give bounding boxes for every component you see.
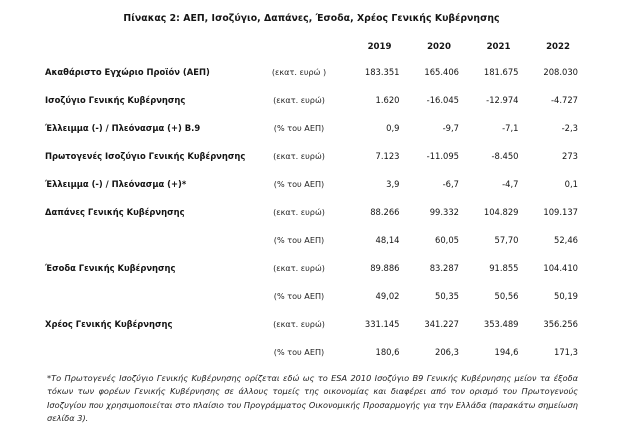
row-unit: (εκατ. ευρώ) [273, 207, 325, 217]
cell-2021: 50,56 [494, 291, 519, 301]
header-unit-column [258, 36, 340, 58]
cell-2021: -8.450 [491, 151, 519, 161]
header-year-2022: 2022 [546, 42, 570, 52]
row-unit: (% του ΑΕΠ) [273, 235, 325, 245]
cell-2020: -6,7 [442, 179, 459, 189]
cell-2022: 52,46 [554, 235, 578, 245]
table-row [45, 226, 578, 254]
cell-2021: 194,6 [494, 347, 519, 357]
cell-2020: -11.095 [426, 151, 459, 161]
table-body [45, 58, 578, 366]
header-label-column [45, 36, 258, 58]
cell-2019: 331.145 [364, 319, 400, 329]
cell-2020: 206,3 [435, 347, 459, 357]
table-row [45, 170, 578, 198]
header-year-2019: 2019 [367, 42, 392, 52]
row-label: Χρέος Γενικής Κυβέρνησης [45, 319, 173, 329]
table-row [45, 338, 578, 366]
cell-2021: -4,7 [502, 179, 519, 189]
row-unit: (% του ΑΕΠ) [273, 179, 325, 189]
table-row [45, 282, 578, 310]
cell-2022: 0,1 [564, 179, 578, 189]
row-label [45, 282, 258, 310]
table-row [45, 310, 578, 338]
row-unit: (εκατ. ευρώ) [273, 319, 325, 329]
cell-2020: 60,05 [435, 235, 459, 245]
cell-2021: 181.675 [483, 67, 519, 77]
table-row [45, 198, 578, 226]
row-label: Ακαθάριστο Εγχώριο Προϊόν (ΑΕΠ) [45, 67, 210, 77]
cell-2020: -9,7 [442, 123, 459, 133]
row-label: Δαπάνες Γενικής Κυβέρνησης [45, 207, 185, 217]
cell-2020: 165.406 [424, 67, 459, 77]
footnote [47, 372, 578, 425]
cell-2019: 49,02 [375, 291, 400, 301]
cell-2021: -7,1 [502, 123, 519, 133]
cell-2021: 104.829 [483, 207, 519, 217]
row-label: Ισοζύγιο Γενικής Κυβέρνησης [45, 95, 186, 105]
cell-2022: -4.727 [551, 95, 578, 105]
row-unit: (% του ΑΕΠ) [273, 123, 325, 133]
cell-2022: 208.030 [543, 67, 578, 77]
cell-2021: 91.855 [489, 263, 519, 273]
table-row [45, 142, 578, 170]
cell-2022: 104.410 [543, 263, 578, 273]
table-row [45, 114, 578, 142]
cell-2019: 1.620 [375, 95, 400, 105]
row-label [45, 226, 258, 254]
row-unit: (εκατ. ευρώ) [273, 263, 325, 273]
row-label: Έλλειμμα (-) / Πλεόνασμα (+)* [45, 179, 187, 189]
cell-2019: 183.351 [364, 67, 400, 77]
table-header-row [45, 36, 578, 58]
cell-2021: 353.489 [483, 319, 519, 329]
row-label: Έσοδα Γενικής Κυβέρνησης [45, 263, 176, 273]
footnote-text: *Το Πρωτογενές Ισοζύγιο Γενικής Κυβέρνησης ορίζεται εδώ ως το ESA 2010 Ισοζύγιο B9 Γενικής Κυβέρνησης μείον τα έξοδα τόκων των φορέων Γενικής Κυβέρνησης σε άλλους τομείς της οικονομίας και διαφέρει από τον ορισμό του Πρωτογενούς Ισοζυγίου που χρησιμοποιείται στο πλαίσιο του Προγράμματος Οικονομικής Προσαρμογής για την Ελλάδα (παρακάτω σημείωση σελίδα 3). [47, 373, 578, 423]
row-unit: (εκατ. ευρώ) [273, 95, 325, 105]
row-unit: (εκατ. ευρώ) [273, 151, 325, 161]
cell-2019: 88.266 [370, 207, 400, 217]
cell-2020: 341.227 [424, 319, 459, 329]
cell-2020: 99.332 [429, 207, 459, 217]
cell-2021: 57,70 [494, 235, 519, 245]
row-unit: (εκατ. ευρώ ) [271, 67, 327, 77]
row-unit: (% του ΑΕΠ) [273, 291, 325, 301]
cell-2022: -2,3 [561, 123, 578, 133]
cell-2020: -16.045 [426, 95, 459, 105]
row-label: Έλλειμμα (-) / Πλεόνασμα (+) B.9 [45, 123, 201, 133]
cell-2022: 273 [562, 151, 578, 161]
table-row [45, 86, 578, 114]
general-government-finance-table [45, 36, 578, 366]
cell-2022: 50,19 [554, 291, 578, 301]
cell-2020: 50,35 [435, 291, 459, 301]
cell-2019: 7.123 [375, 151, 400, 161]
row-unit: (% του ΑΕΠ) [273, 347, 325, 357]
table-row [45, 58, 578, 86]
cell-2022: 356.256 [543, 319, 578, 329]
header-year-2020: 2020 [427, 42, 451, 52]
cell-2019: 48,14 [375, 235, 400, 245]
cell-2021: -12.974 [486, 95, 519, 105]
header-year-2021: 2021 [486, 42, 511, 52]
cell-2019: 0,9 [386, 123, 400, 133]
cell-2020: 83.287 [429, 263, 459, 273]
page-title: Πίνακας 2: ΑΕΠ, Ισοζύγιο, Δαπάνες, Έσοδα, Χρέος Γενικής Κυβέρνησης [123, 13, 500, 24]
cell-2019: 3,9 [386, 179, 400, 189]
cell-2022: 109.137 [543, 207, 578, 217]
cell-2022: 171,3 [554, 347, 578, 357]
row-label: Πρωτογενές Ισοζύγιο Γενικής Κυβέρνησης [45, 151, 246, 161]
row-label [45, 338, 258, 366]
table-row [45, 254, 578, 282]
cell-2019: 89.886 [370, 263, 400, 273]
cell-2019: 180,6 [375, 347, 400, 357]
